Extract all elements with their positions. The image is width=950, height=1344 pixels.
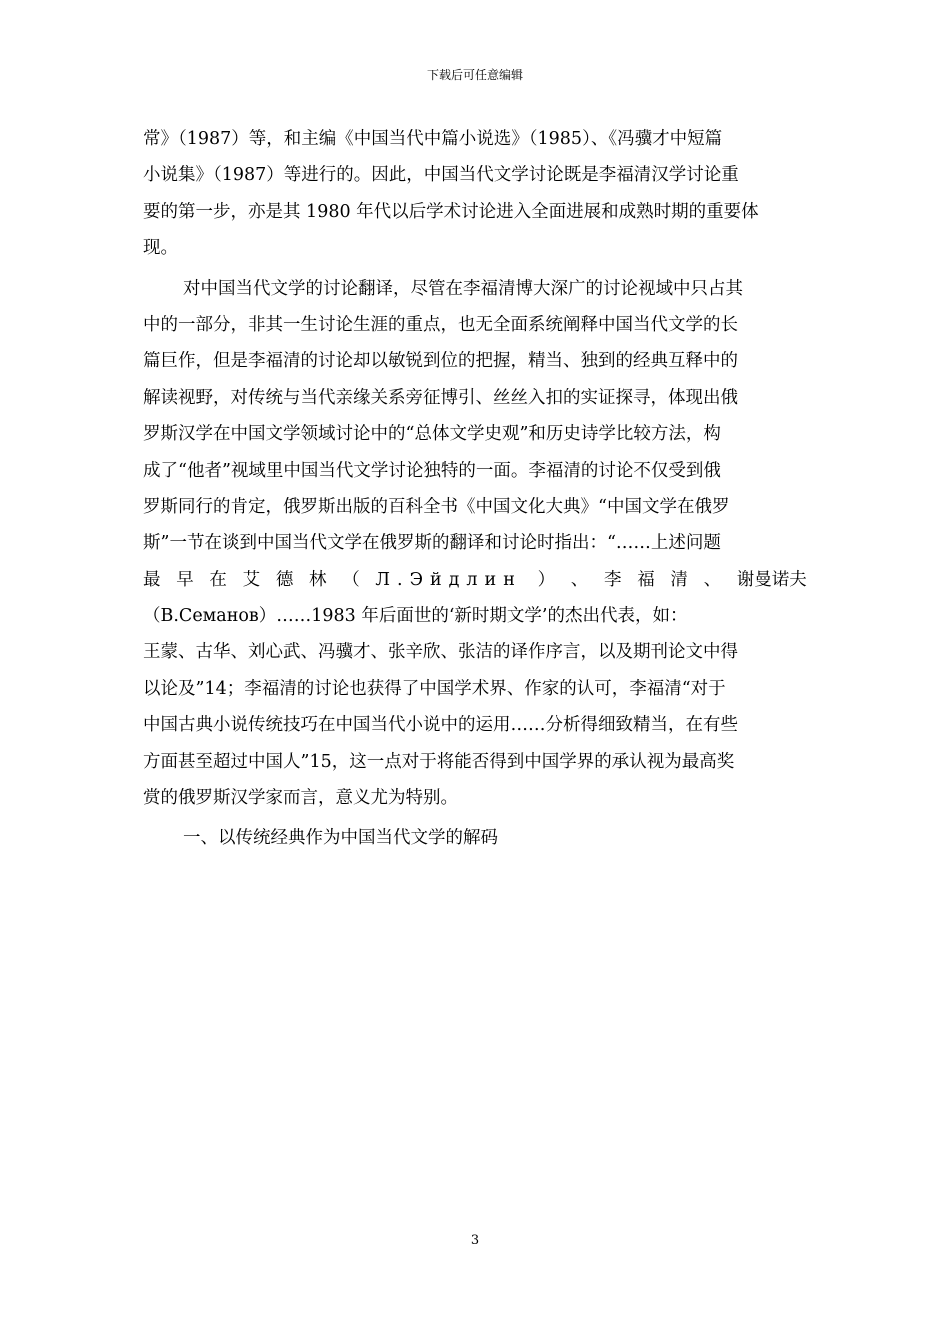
paragraph-1-line-4: 现。 — [143, 238, 178, 259]
paragraph-1-line-1: 常》（1987）等，和主编《中国当代中篇小说选》（1985）、《冯骥才中短篇 — [143, 129, 723, 149]
justified-word: Л.Эйдлин — [375, 569, 522, 590]
justified-word: 、 — [703, 569, 722, 590]
paragraph-2-line-9 — [143, 562, 807, 598]
justified-word: （ — [342, 569, 360, 590]
paragraph-2-line-2: 中的一部分，非其一生讨论生涯的重点，也无全面系统阐释中国当代文学的长 — [143, 314, 738, 335]
paragraph-2-line-7: 罗斯同行的肯定，俄罗斯出版的百科全书《中国文化大典》“中国文学在俄罗 — [143, 496, 730, 517]
paragraph-2-line-3: 篇巨作，但是李福清的讨论却以敏锐到位的把握，精当、独到的经典互释中的 — [143, 351, 738, 372]
paragraph-2-line-11: 王蒙、古华、刘心武、冯骥才、张辛欣、张洁的译作序言，以及期刊论文中得 — [143, 642, 738, 663]
paragraph-2-line-10: （В.Семанов）……1983 年后面世的‘新时期文学’的杰出代表，如： — [143, 606, 688, 627]
paragraph-2-line-6: 成了“他者”视域里中国当代文学讨论独特的一面。李福清的讨论不仅受到俄 — [143, 460, 721, 481]
document-body — [143, 121, 807, 857]
justified-word: 早 — [176, 569, 194, 590]
justified-word: 林 — [309, 569, 327, 590]
paragraph-2-line-15: 赏的俄罗斯汉学家而言，意义尤为特别。 — [143, 788, 458, 809]
justified-word: 在 — [209, 569, 227, 590]
section-heading: 一、以传统经典作为中国当代文学的解码 — [183, 828, 498, 849]
paragraph-2-line-8: 斯”一节在谈到中国当代文学在俄罗斯的翻译和讨论时指出：“……上述问题 — [143, 533, 721, 554]
justified-word: 德 — [275, 569, 294, 590]
paragraph-2-line-5: 罗斯汉学在中国文学领域讨论中的“总体文学史观”和历史诗学比较方法，构 — [143, 424, 721, 445]
page-header: 下载后可任意编辑 — [426, 68, 523, 82]
page-number: 3 — [470, 1233, 480, 1248]
justified-word: 福 — [637, 569, 655, 590]
paragraph-2-line-12: 以论及”14；李福清的讨论也获得了中国学术界、作家的认可，李福清“对于 — [143, 678, 726, 699]
paragraph-2-line-13: 中国古典小说传统技巧在中国当代小说中的运用……分析得细致精当，在有些 — [143, 715, 738, 736]
paragraph-2-line-1: 对中国当代文学的讨论翻译，尽管在李福清博大深广的讨论视域中只占其 — [183, 278, 743, 299]
justified-word: 李 — [603, 569, 622, 590]
justified-word: 最 — [143, 569, 161, 590]
justified-word: 谢曼诺夫 — [736, 569, 807, 590]
paragraph-2-line-14: 方面甚至超过中国人”15，这一点对于将能否得到中国学界的承认视为最高奖 — [143, 751, 735, 772]
justified-word: ） — [537, 569, 556, 590]
justified-word: 艾 — [242, 569, 261, 590]
paragraph-1-line-2: 小说集》（1987）等进行的。因此，中国当代文学讨论既是李福清汉学讨论重 — [143, 165, 739, 186]
paragraph-2-line-4: 解读视野，对传统与当代亲缘关系旁征博引、丝丝入扣的实证探寻，体现出俄 — [143, 387, 738, 408]
paragraph-1-line-3: 要的第一步，亦是其 1980 年代以后学术讨论进入全面进展和成熟时期的重要体 — [143, 201, 759, 222]
justified-word: 、 — [570, 569, 589, 590]
justified-word: 清 — [670, 569, 688, 590]
